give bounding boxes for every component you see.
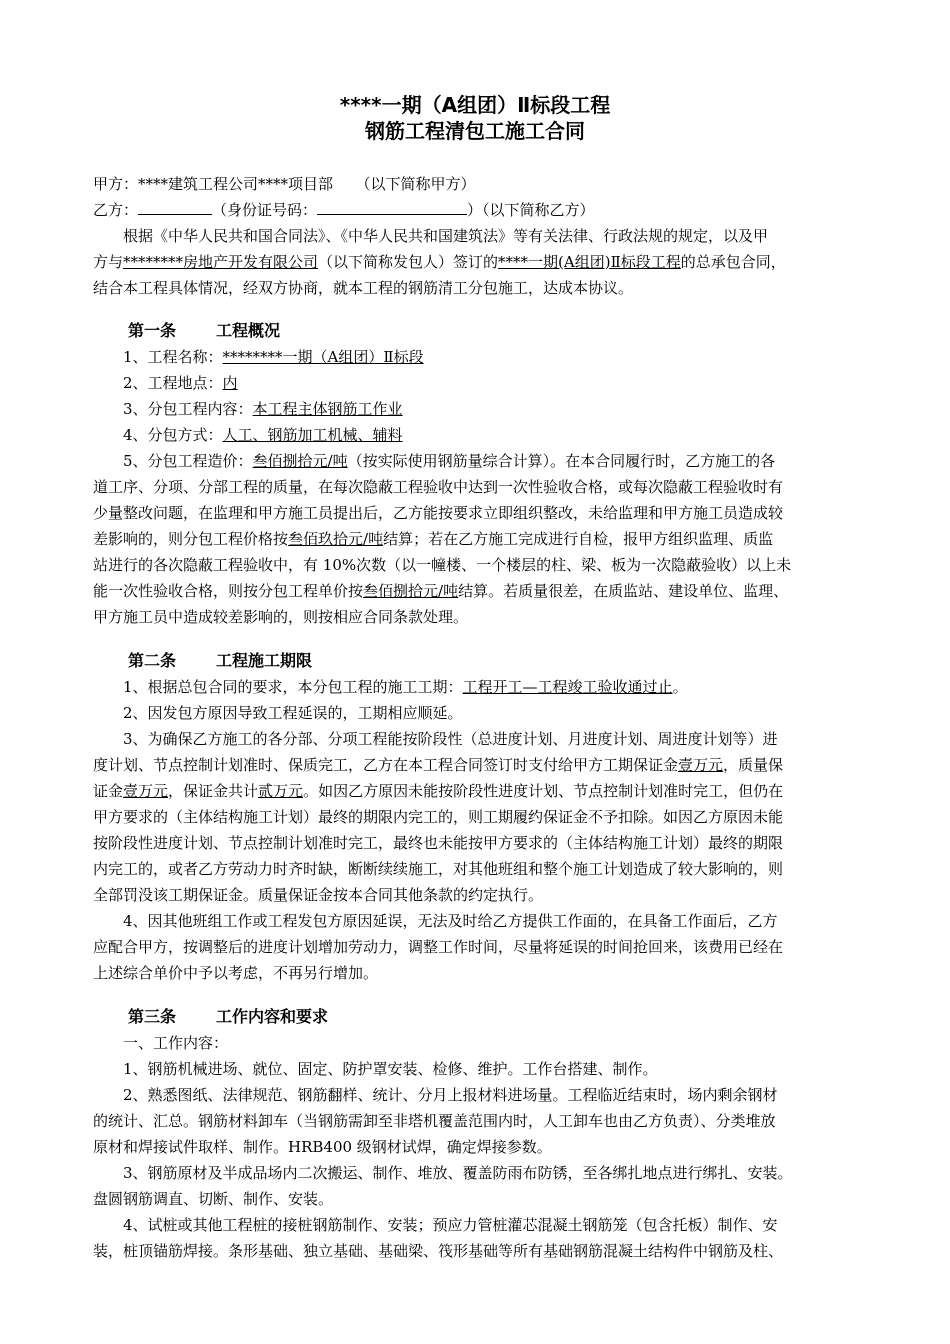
party-b-label: 乙方： <box>93 201 139 219</box>
developer-name: ********房地产开发有限公司 <box>123 253 319 271</box>
section-2-heading: 第二条 工程施工期限 <box>128 651 313 670</box>
s2-item-1: 1、根据总包合同的要求，本分包工程的施工工期：工程开工—工程竣工验收通过止。 <box>123 678 688 696</box>
s2-item-4-line-2: 应配合甲方，按调整后的进度计划增加劳动力，调整工作时间，尽量将延误的时间抢回来，该费用已经在 <box>93 938 784 956</box>
project-name: ****一期(A组团)Ⅱ标段工程 <box>498 253 681 271</box>
party-b-tail: ）（以下简称乙方） <box>467 201 595 219</box>
s2-item-3-line-2: 度计划、节点控制计划准时、保质完工，乙方在本工程合同签订时支付给甲方工期保证金壹万元，质量保 <box>93 756 784 774</box>
party-b-id-blank <box>317 199 467 215</box>
party-b-id-label: （身份证号码： <box>212 201 318 219</box>
contract-body <box>93 171 883 1264</box>
s1-item-5-line-4: 差影响的，则分包工程价格按叁佰玖拾元/吨结算；若在乙方施工完成进行自检，报甲方组织监理、质监 <box>93 530 774 548</box>
s2-item-4-line-1: 4、因其他班组工作或工程发包方原因延误，无法及时给乙方提供工作面的，在具备工作面后，乙方 <box>123 912 778 930</box>
s1-item-3: 3、分包工程内容：本工程主体钢筋工作业 <box>123 400 403 418</box>
s3-item-2-line-1: 2、熟悉图纸、法律规范、钢筋翻样、统计、分月上报材料进场量。工程临近结束时，场内剩余钢材 <box>123 1086 778 1104</box>
s1-item-5-line-5: 站进行的各次隐蔽工程验收中，有 10%次数（以一幢楼、一个楼层的柱、梁、板为一次隐蔽验收）以上未 <box>93 556 792 574</box>
doc-title-line1: ****一期（A组团）Ⅱ标段工程 <box>339 93 611 117</box>
s3-item-1: 1、钢筋机械进场、就位、固定、防护罩安装、检修、维护。工作台搭建、制作。 <box>123 1060 658 1078</box>
s2-item-4-line-3: 上述综合单价中予以考虑，不再另行增加。 <box>93 964 379 982</box>
s2-item-3-line-7: 全部罚没该工期保证金。质量保证金按本合同其他条款的约定执行。 <box>93 886 544 904</box>
party-b-line <box>93 197 883 223</box>
s3-subheading: 一、工作内容： <box>123 1034 229 1052</box>
s2-item-3-line-3: 证金壹万元，保证金共计贰万元。如因乙方原因未能按阶段性进度计划、节点控制计划准时完工，但仍在 <box>93 782 784 800</box>
s2-item-3-line-6: 内完工的，或者乙方劳动力时齐时缺，断断续续施工，对其他班组和整个施工计划造成了较大影响的，则 <box>93 860 784 878</box>
s1-item-4: 4、分包方式：人工、钢筋加工机械、辅料 <box>123 426 403 444</box>
s3-item-2-line-2: 的统计、汇总。钢筋材料卸车（当钢筋需卸至非塔机覆盖范围内时，人工卸车也由乙方负责）、分类堆放 <box>93 1112 776 1130</box>
party-a-line: 甲方：****建筑工程公司****项目部 （以下简称甲方） <box>93 175 476 193</box>
s2-item-2: 2、因发包方原因导致工程延误的，工期相应顺延。 <box>123 704 463 722</box>
section-1-heading: 第一条 工程概况 <box>128 321 281 340</box>
s1-item-5-line-1: 5、分包工程造价：叁佰捌拾元/吨（按实际使用钢筋量综合计算）。在本合同履行时，乙方施工的各 <box>123 452 776 470</box>
s2-item-3-line-1: 3、为确保乙方施工的各分部、分项工程能按阶段性（总进度计划、月进度计划、周进度计划等）进 <box>123 730 778 748</box>
s3-item-2-line-3: 原材和焊接试件取样、制作。HRB400 级钢材试焊，确定焊接参数。 <box>93 1138 552 1156</box>
s3-item-4-line-2: 装，桩顶锚筋焊接。条形基础、独立基础、基础梁、筏形基础等所有基础钢筋混凝土结构件中钢筋及柱、 <box>93 1242 784 1260</box>
s1-item-5-line-3: 少量整改问题，在监理和甲方施工员提出后，乙方能按要求立即组织整改，未给监理和甲方施工员造成较 <box>93 504 784 522</box>
s3-item-4-line-1: 4、试桩或其他工程桩的接桩钢筋制作、安装；预应力管桩灌芯混凝土钢筋笼（包含托板）制作、安 <box>123 1216 778 1234</box>
party-b-name-blank <box>138 199 212 215</box>
s2-item-3-line-5: 按阶段性进度计划、节点控制计划准时完工，最终也未能按甲方要求的（主体结构施工计划）最终的期限 <box>93 834 784 852</box>
s3-item-3-line-1: 3、钢筋原材及半成品场内二次搬运、制作、堆放、覆盖防雨布防锈，至各绑扎地点进行绑扎、安装。 <box>123 1164 793 1182</box>
s3-item-3-line-2: 盘圆钢筋调直、切断、制作、安装。 <box>93 1190 334 1208</box>
section-3-heading: 第三条 工作内容和要求 <box>128 1007 329 1026</box>
s1-item-5-line-2: 道工序、分项、分部工程的质量，在每次隐蔽工程验收中达到一次性验收合格，或每次隐蔽工程验收时有 <box>93 478 784 496</box>
doc-title-line2: 钢筋工程清包工施工合同 <box>365 119 585 143</box>
s1-item-1: 1、工程名称：********一期（A组团）Ⅱ标段 <box>123 348 424 366</box>
s2-item-3-line-4: 甲方要求的（主体结构施工计划）最终的期限内完工的，则工期履约保证金不予扣除。如因乙方原因未能 <box>93 808 784 826</box>
s1-item-5-line-6: 能一次性验收合格，则按分包工程单价按叁佰捌拾元/吨结算。若质量很差，在质监站、建设单位、监理、 <box>93 582 789 600</box>
s1-item-2: 2、工程地点：内 <box>123 374 238 392</box>
s1-item-5-line-7: 甲方施工员中造成较差影响的，则按相应合同条款处理。 <box>93 608 469 626</box>
intro-line-2: 方与********房地产开发有限公司（以下简称发包人）签订的****一期(A组团)Ⅱ标段工程的总承包合同， <box>93 253 786 271</box>
intro-line-1: 根据《中华人民共和国合同法》、《中华人民共和国建筑法》等有关法律、行政法规的规定，以及甲 <box>123 227 769 245</box>
intro-line-3: 结合本工程具体情况，经双方协商，就本工程的钢筋清工分包施工，达成本协议。 <box>93 279 634 297</box>
